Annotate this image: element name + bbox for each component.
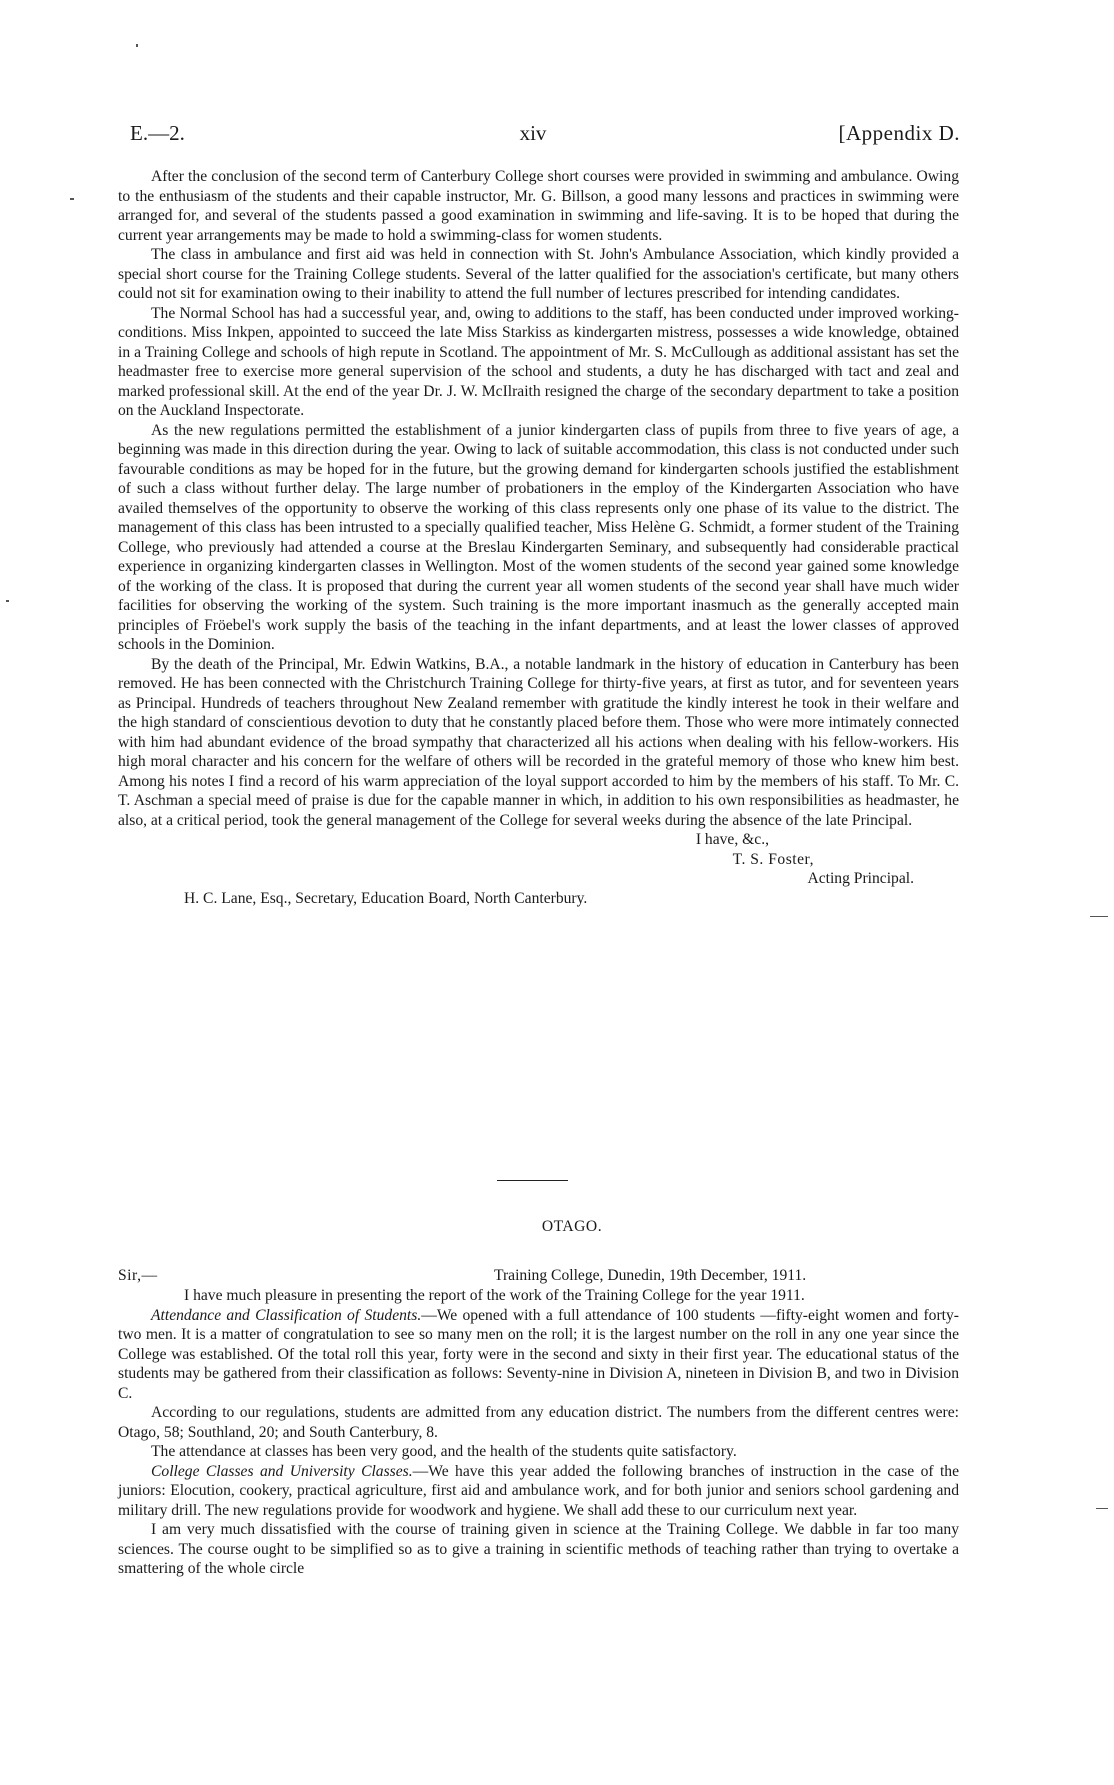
paragraph-kindergarten: As the new regulations permitted the establishment of a junior kindergarten class of pupils from three to five years of age, a beginning was made in this direction during the year. Owing to lack of suitable accommodation, this class is not conducted under such favourable conditions as may be hoped for in the future, but the growing demand for kindergarten schools justified the establishment of such a class without further delay. The large number of probationers in the employ of the Kindergarten Association who have availed themselves of the opportunity to observe the working of this class represents only one phase of its value to the district. The management of this class has been intrusted to a specially qualified teacher, Miss Helène G. Schmidt, a former student of the Training College, who previously had attended a course at the Breslau Kindergarten Seminary, and subsequently had considerable practical experience in organizing kindergarten classes in Wellington. Most of the women students of the second year gained some knowledge of the working of the class. It is proposed that during the current year all women students of the second year shall have much wider facilities for observing the working of the system. Such training is the more important inasmuch as the generally accepted main principles of Fröebel's work supply the basis of the teaching in the infant departments, and at least the lower classes of approved schools in the Dominion. xyxy=(118,421,959,653)
page-header xyxy=(112,118,960,148)
canterbury-report xyxy=(118,167,959,908)
scan-speck xyxy=(70,198,74,200)
scan-speck xyxy=(136,44,138,47)
section-divider xyxy=(497,1180,568,1181)
intro-text: I have much pleasure in presenting the report of the work of the Training College for the year 1911. xyxy=(184,1287,805,1304)
appendix-label: [Appendix D. xyxy=(838,121,960,145)
closing-line xyxy=(118,830,959,850)
dateline: Training College, Dunedin, 19th December, 1911. xyxy=(494,1267,807,1284)
signature-name: T. S. Foster, xyxy=(732,850,814,868)
salutation-row xyxy=(118,1266,959,1286)
otago-heading: OTAGO. xyxy=(541,1218,603,1235)
paragraph-regulations: According to our regulations, students are admitted from any education district. The numbers from the different centres were: Otago, 58; Southland, 20; and South Canterbury, 8. xyxy=(118,1404,959,1441)
paragraph-principal-death: By the death of the Principal, Mr. Edwin Watkins, B.A., a notable landmark in the history of education in Canterbury has been removed. He has been connected with the Christchurch Training College for thirty-five years, at first as tutor, and for seventeen years as Principal. Hundreds of teachers throughout New Zealand remember with gratitude the kindly interest he took in their welfare and the high standard of conscientious devotion to duty that he constantly placed before them. Those who were more intimately connected with him had abundant evidence of the broad sympathy that characterized all his actions when dealing with his fellow-workers. His high moral character and his concern for the welfare of others will be recorded in the grateful memory of those who knew him best. Among his notes I find a record of his warm appreciation of the loyal support accorded to him by the members of his staff. To Mr. C. T. Aschman a special meed of praise is due for the capable manner in which, in addition to his own responsibilities as headmaster, he also, at a critical period, took the general management of the College for several weeks during the absence of the late Principal. xyxy=(118,655,959,829)
scan-speck xyxy=(6,600,9,602)
paragraph-swimming: After the conclusion of the second term of Canterbury College short courses were provided in swimming and ambulance. Owing to the enthusiasm of the students and their capable instructor, Mr. G. Billson, a good many lessons and practices in swimming were arranged for, and several of the students passed a good examination in swimming and life-saving. It is to be hoped that during the current year arrangements may be made to hold a swimming-class for women students. xyxy=(118,168,959,244)
classes-text: —We have this year added the following branches of instruction in the case of the juniors: Elocution, cookery, practical agriculture, first aid and ambulance work, and for both junior and seniors school gardening and military drill. The new regulations provide for woodwork and hygiene. We shall add these to our curriculum next year. xyxy=(118,1462,959,1519)
paragraph-health: The attendance at classes has been very good, and the health of the students quite satisfactory. xyxy=(151,1443,737,1460)
scan-speck xyxy=(1096,1508,1108,1509)
paragraph-science: I am very much dissatisfied with the course of training given in science at the Training College. We dabble in far too many sciences. The course ought to be simplified so as to give a training in scientific methods of teaching rather than trying to overtake a smattering of the whole circle xyxy=(118,1521,959,1577)
paragraph-attendance xyxy=(118,1306,959,1404)
scan-speck xyxy=(1090,916,1108,917)
addressee: H. C. Lane, Esq., Secretary, Education Board, North Canterbury. xyxy=(184,889,588,907)
report-code: E.—2. xyxy=(130,121,185,145)
paragraph-normal-school: The Normal School has had a successful year, and, owing to additions to the staff, has been conducted under improved working-conditions. Miss Inkpen, appointed to succeed the late Miss Starkiss as kindergarten mistress, possesses a wide knowledge, obtained in a Training College and schools of high repute in Scotland. The appointment of Mr. S. McCullough as additional assistant has set the headmaster free to exercise more general supervision of the school and students, a duty he has discharged with tact and zeal and marked professional skill. At the end of the year Dr. J. W. McIlraith resigned the charge of the secondary department to take a position on the Auckland Inspectorate. xyxy=(118,304,959,419)
paragraph-intro xyxy=(118,1286,959,1306)
paragraph-classes xyxy=(118,1462,959,1521)
salutation: Sir,— xyxy=(118,1267,158,1284)
attendance-heading: Attendance and Classification of Students. xyxy=(151,1306,422,1324)
classes-heading: College Classes and University Classes. xyxy=(151,1462,413,1480)
closing-text: I have, &c., xyxy=(695,831,769,848)
paragraph-ambulance: The class in ambulance and first aid was held in connection with St. John's Ambulance Association, which kindly provided a special short course for the Training College students. Several of the latter qualified for the association's certificate, but many others could not sit for examination owing to their inability to attend the full number of lectures prescribed for intending candidates. xyxy=(118,246,959,302)
signature-title: Acting Principal. xyxy=(807,870,914,887)
page-number: xiv xyxy=(519,121,547,145)
otago-report xyxy=(118,1266,959,1579)
attendance-text: —We opened with a full attendance of 100 students —fifty-eight women and forty-two men. It is a matter of congratulation to see so many men on the roll; it is the largest number on the roll in any one year since the College was established. Of the total roll this year, forty were in the second and sixty in their first year. The educational status of the students may be gathered from their classification as follows: Seventy-nine in Division A, nineteen in Division B, and two in Division C. xyxy=(118,1306,959,1402)
